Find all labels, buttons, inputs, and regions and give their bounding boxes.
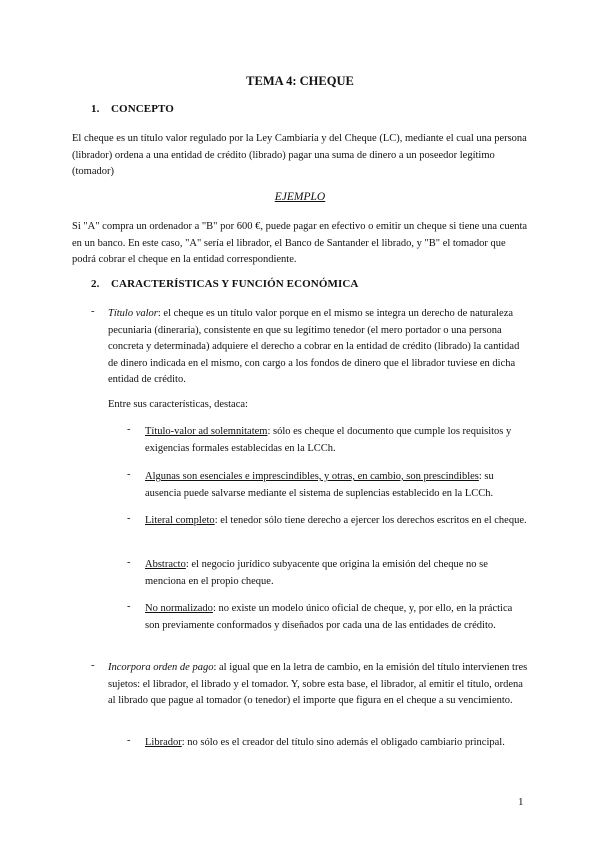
- item-term: Incorpora orden de pago: [108, 662, 214, 673]
- bullet-dash: -: [127, 557, 131, 568]
- bullet-dash: -: [127, 513, 131, 524]
- bullet-dash: -: [127, 424, 131, 435]
- page-title: TEMA 4: CHEQUE: [246, 74, 354, 88]
- sub-item-esenciales: [145, 469, 528, 502]
- bullet-dash: -: [127, 601, 131, 612]
- item-text: : el cheque es un título valor porque en el mismo se integra un derecho de naturaleza pecuniaria (dineraria), consistente en que su legítimo tenedor (el mero portador o una persona concreta y determinada) adquiere el derecho a cobrar en la entidad de crédito (librado) la cantidad de dinero indicada en el mismo, con cargo a los fondos de dinero que el librador tuviese en dicha entidad de crédito.: [108, 308, 520, 385]
- sub-item-term: Título-valor ad solemnitatem: [145, 426, 268, 437]
- sub-item-text: : sólo es cheque el documento que cumple los requisitos y exigencias formales establecidas en la LCCh.: [145, 426, 512, 454]
- destaca-text: Entre sus características, destaca:: [108, 399, 248, 410]
- item-term: Título valor: [108, 308, 158, 319]
- sub-item-no-normalizado: [145, 601, 528, 634]
- section-2-title: CARACTERÍSTICAS Y FUNCIÓN ECONÓMICA: [111, 278, 359, 290]
- sub-item-ad-solemnitatem: [145, 424, 528, 457]
- item-text: : al igual que en la letra de cambio, en la emisión del título intervienen tres sujetos: el librador, el librado y el tomador. Y, sobre esta base, el librador, al emitir el título, ordena al librado que pague al tomador (o tenedor) el importe que figura en el cheque a su vencimiento.: [108, 662, 528, 706]
- ejemplo-label-wrap: [72, 189, 528, 207]
- section-1-number: 1.: [91, 103, 100, 115]
- sub-item-librador: [145, 735, 535, 752]
- list-item-titulo-valor: [108, 306, 528, 389]
- section-1-title: CONCEPTO: [111, 103, 174, 115]
- sub-item-text: : no existe un modelo único oficial de cheque, y, por ello, en la práctica son previamente conformados y diseñados por cada una de las entidades de crédito.: [145, 603, 513, 631]
- bullet-dash: -: [91, 660, 95, 671]
- sub-item-term: No normalizado: [145, 603, 213, 614]
- sub-item-text: : su ausencia puede salvarse mediante el sistema de suplencias establecido en la LCCh.: [145, 471, 494, 499]
- section-2-heading: [91, 278, 358, 290]
- sub-item-literal: [145, 513, 528, 530]
- bullet-dash: -: [127, 469, 131, 480]
- concepto-paragraph: El cheque es un título valor regulado por la Ley Cambiaria y del Cheque (LC), mediante el cual una persona (librador) ordena a una entidad de crédito (librado) pagar una suma de dinero a un poseedor legítimo (tomador): [72, 133, 527, 177]
- sub-item-text: : no sólo es el creador del título sino además el obligado cambiario principal.: [181, 737, 505, 748]
- sub-item-abstracto: [145, 557, 528, 590]
- sub-item-text: : el negocio jurídico subyacente que origina la emisión del cheque no se menciona en el propio cheque.: [145, 559, 488, 587]
- sub-item-term: Literal completo: [145, 515, 215, 526]
- sub-item-text: : el tenedor sólo tiene derecho a ejercer los derechos escritos en el cheque.: [214, 515, 527, 526]
- sub-item-term: Abstracto: [145, 559, 186, 570]
- bullet-dash: -: [127, 735, 131, 746]
- ejemplo-label: EJEMPLO: [274, 191, 326, 203]
- page-number: 1: [518, 796, 524, 808]
- section-1-heading: [91, 103, 174, 115]
- sub-item-term: Librador: [145, 737, 182, 748]
- ejemplo-paragraph: Si "A" compra un ordenador a "B" por 600 €, puede pagar en efectivo o emitir un cheque si tiene una cuenta en un banco. En este caso, "A" sería el librador, el Banco de Santander el librado, y "B" el tomador que podrá cobrar el cheque en la entidad correspondiente.: [72, 221, 528, 265]
- list-item-orden-de-pago: [108, 660, 528, 710]
- bullet-dash: -: [91, 306, 95, 317]
- sub-item-term: Algunas son esenciales e imprescindibles, y otras, en cambio, son prescindibles: [145, 471, 479, 482]
- section-2-number: 2.: [91, 278, 100, 290]
